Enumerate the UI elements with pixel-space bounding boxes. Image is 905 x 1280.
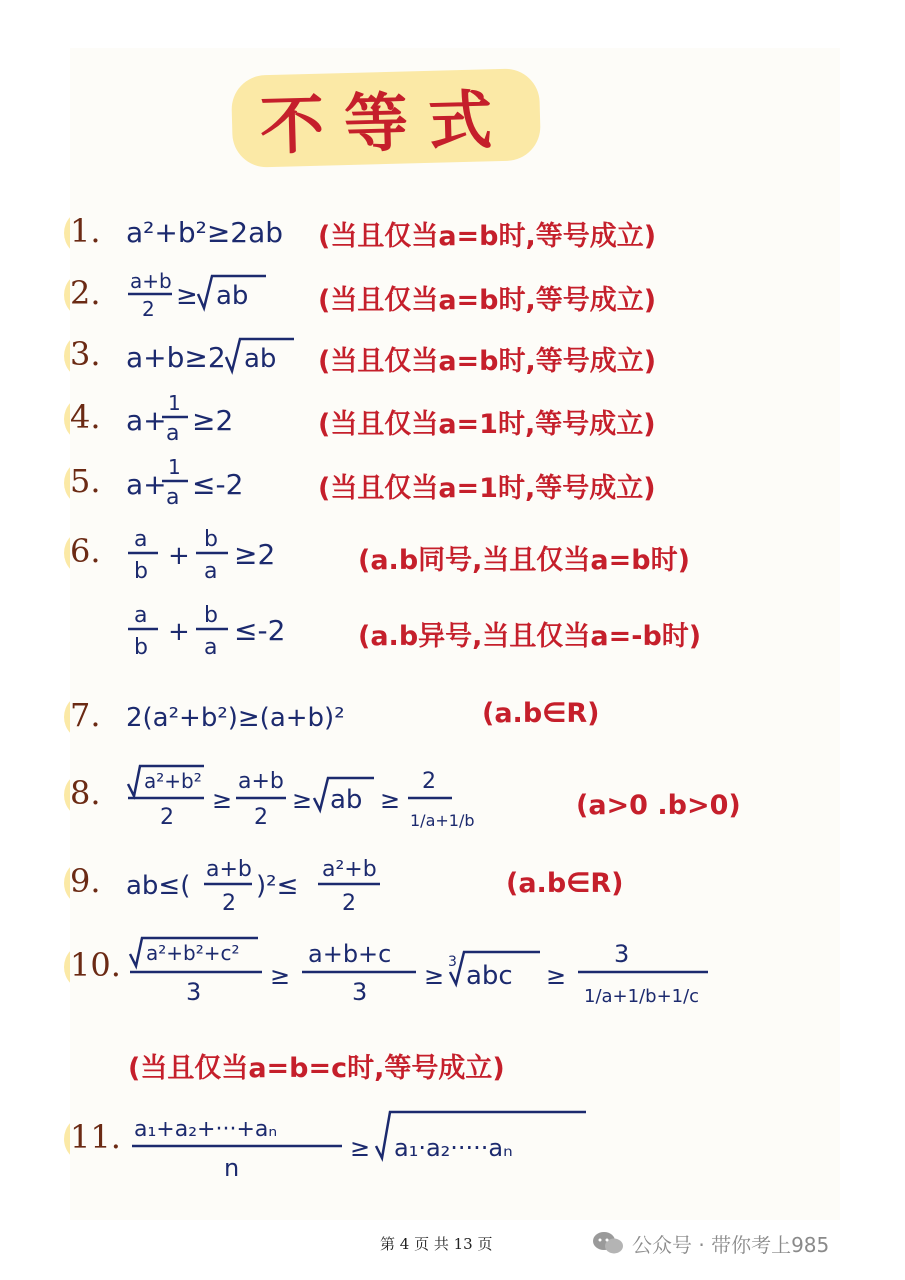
- formula-1: [126, 202, 306, 262]
- watermark-text: 公众号 · 带你考上985: [632, 1232, 830, 1257]
- svg-text:3: 3: [614, 940, 630, 968]
- svg-text:≥: ≥: [270, 962, 291, 990]
- formula-8: [126, 764, 566, 844]
- svg-text:≥: ≥: [546, 962, 567, 990]
- formula-number: 1.: [70, 212, 124, 256]
- svg-text:a: a: [134, 527, 148, 552]
- svg-text:b: b: [134, 559, 148, 582]
- svg-text:2: 2: [142, 297, 155, 321]
- svg-text:2: 2: [254, 805, 268, 830]
- svg-text:≤-2: ≤-2: [192, 468, 244, 501]
- formula-number: 7.: [70, 696, 124, 740]
- svg-text:1: 1: [168, 391, 181, 415]
- svg-text:3: 3: [352, 978, 368, 1006]
- condition-text: (当且仅当a=b时,等号成立): [318, 221, 657, 252]
- svg-text:≥: ≥: [212, 786, 233, 814]
- svg-text:≥: ≥: [292, 786, 313, 814]
- svg-text:a: a: [166, 485, 180, 510]
- svg-text:a+b≥2: a+b≥2: [126, 341, 226, 374]
- svg-text:b: b: [204, 603, 218, 628]
- svg-text:a+b: a+b: [130, 269, 172, 293]
- condition-text: (当且仅当a=1时,等号成立): [318, 409, 656, 440]
- svg-text:1: 1: [168, 455, 181, 479]
- formula-5: [126, 452, 316, 512]
- svg-text:2(a²+b²)≥(a+b)²: 2(a²+b²)≥(a+b)²: [126, 703, 345, 733]
- svg-text:2: 2: [222, 891, 236, 916]
- condition-text: (a.b同号,当且仅当a=b时): [358, 545, 690, 576]
- svg-text:ab≤(: ab≤(: [126, 871, 191, 901]
- page-number: 第 4 页 共 13 页: [380, 1235, 493, 1253]
- watermark: [592, 1228, 829, 1258]
- svg-text:a²+b: a²+b: [322, 857, 377, 882]
- formula-number: 9.: [70, 862, 124, 906]
- condition-text: (当且仅当a=b时,等号成立): [318, 285, 657, 316]
- formula-number: 3.: [70, 335, 124, 379]
- formula-6: [126, 522, 336, 582]
- page-title: 不等式: [259, 83, 514, 165]
- svg-text:2: 2: [342, 891, 356, 916]
- svg-text:≥: ≥: [380, 786, 401, 814]
- svg-text:a²+b²+c²: a²+b²+c²: [146, 941, 240, 965]
- svg-text:a: a: [166, 421, 180, 446]
- svg-text:ab: ab: [244, 344, 277, 374]
- formula-7: [126, 686, 416, 746]
- svg-text:≥2: ≥2: [234, 538, 276, 571]
- formula-4: [126, 388, 316, 448]
- svg-text:a₁·a₂·····aₙ: a₁·a₂·····aₙ: [394, 1134, 513, 1162]
- svg-text:a₁+a₂+···+aₙ: a₁+a₂+···+aₙ: [134, 1117, 278, 1142]
- formula-number: 4.: [70, 398, 124, 442]
- svg-text:b: b: [204, 527, 218, 552]
- formula-number: 6.: [70, 532, 124, 576]
- condition-text: (当且仅当a=b时,等号成立): [318, 346, 657, 377]
- condition-text: (a.b∈R): [506, 868, 624, 899]
- svg-text:3: 3: [186, 978, 202, 1006]
- svg-text:n: n: [224, 1154, 240, 1182]
- formula-number: 2.: [70, 274, 124, 318]
- svg-text:+: +: [168, 541, 190, 571]
- formula-2: [126, 264, 316, 324]
- svg-text:+: +: [168, 617, 190, 647]
- svg-text:ab: ab: [216, 281, 249, 311]
- formula-6b: [126, 598, 356, 658]
- formula-number: 10.: [70, 946, 124, 990]
- svg-text:a+b: a+b: [238, 769, 284, 794]
- formula-9: [126, 852, 466, 918]
- formula-number: 11.: [70, 1118, 124, 1162]
- svg-text:≥: ≥: [350, 1134, 371, 1162]
- svg-text:a²+b²≥2ab: a²+b²≥2ab: [126, 216, 284, 249]
- svg-text:≥: ≥: [176, 281, 198, 311]
- svg-text:a: a: [134, 603, 148, 628]
- svg-text:3: 3: [448, 954, 457, 970]
- svg-text:a: a: [204, 559, 218, 582]
- svg-text:)²≤: )²≤: [256, 871, 299, 901]
- formula-number: 5.: [70, 462, 124, 506]
- condition-text: (a.b∈R): [482, 698, 600, 729]
- svg-text:ab: ab: [330, 785, 363, 815]
- formula-number: 8.: [70, 774, 124, 818]
- svg-text:abc: abc: [466, 961, 513, 991]
- svg-text:a+: a+: [126, 468, 167, 501]
- formula-11: [132, 1108, 602, 1188]
- svg-text:1/a+1/b: 1/a+1/b: [410, 811, 475, 830]
- formula-10: [128, 936, 728, 1020]
- svg-text:≥2: ≥2: [192, 404, 234, 437]
- svg-text:a²+b²: a²+b²: [144, 769, 202, 793]
- formula-3: [126, 325, 316, 385]
- wechat-icon: [592, 1231, 624, 1255]
- svg-text:≥: ≥: [424, 962, 445, 990]
- svg-text:2: 2: [160, 805, 174, 830]
- svg-text:a+: a+: [126, 404, 167, 437]
- svg-text:≤-2: ≤-2: [234, 614, 286, 647]
- svg-text:b: b: [134, 635, 148, 658]
- condition-text: (当且仅当a=b=c时,等号成立): [128, 1053, 505, 1084]
- svg-text:a+b+c: a+b+c: [308, 940, 392, 968]
- svg-text:1/a+1/b+1/c: 1/a+1/b+1/c: [584, 986, 700, 1007]
- condition-text: (当且仅当a=1时,等号成立): [318, 473, 656, 504]
- svg-text:2: 2: [422, 769, 436, 794]
- condition-text: (a.b异号,当且仅当a=-b时): [358, 621, 702, 652]
- svg-text:a: a: [204, 635, 218, 658]
- svg-text:a+b: a+b: [206, 857, 252, 882]
- condition-text: (a>0 .b>0): [576, 790, 741, 821]
